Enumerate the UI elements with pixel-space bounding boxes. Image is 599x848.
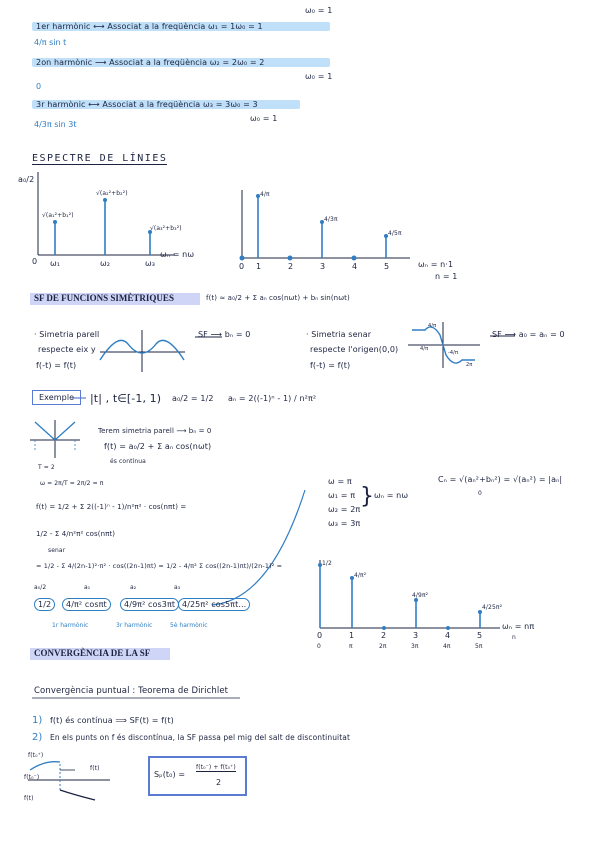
dirichlet-formula-box: [148, 756, 247, 796]
right-spectrum-lines: [258, 196, 386, 258]
odd-label-2: 4/π: [420, 346, 429, 352]
right-l3: 4/3π: [324, 216, 338, 223]
graph-label-0: f(t₀⁺): [28, 752, 44, 759]
example-even-note: Terem simetria parell ⟶ bₙ = 0: [98, 427, 212, 435]
right-tick-1: 1: [256, 262, 262, 271]
symmetric-formula: f(t) ≈ a₀/2 + Σ aₙ cos(nωt) + bₙ sin(nωt): [206, 294, 350, 302]
abs-graph: [30, 420, 80, 458]
formula-num: f(t₀⁻) + f(t₀⁺): [196, 764, 236, 771]
right-spectrum-dots: [240, 194, 389, 261]
term-under-3: 5è harmònic: [170, 622, 208, 629]
term-0: 1/2: [34, 598, 55, 611]
spectrum2-below-4: 4π: [443, 643, 451, 650]
odd-label-1: 4/π: [428, 323, 437, 329]
example-omega: ω = 2π/T = 2π/2 = π: [40, 480, 104, 487]
right-tick-2: 2: [288, 262, 294, 271]
spectrum2-axis-sub: n: [512, 634, 516, 641]
example-box: Exemple: [32, 390, 81, 405]
spectrum-tick-2: ω₂: [100, 259, 111, 268]
right-spectrum-axes: [242, 190, 410, 258]
formula-den: 2: [216, 778, 222, 787]
example-line-1: f(t) = 1/2 + Σ 2((-1)ⁿ - 1)/n²π² · cos(nπt) =: [36, 503, 187, 511]
even-result: SF ⟶ bₙ = 0: [198, 330, 251, 339]
spectrum2-below-1: π: [349, 643, 353, 650]
h2-note: ω₀ = 1: [305, 72, 333, 81]
right-axis-sub: n = 1: [435, 272, 458, 281]
spectrum2-dots: [318, 563, 482, 630]
example-period: T = 2: [38, 464, 55, 471]
term-under-2: 3r harmònic: [116, 622, 153, 629]
right-tick-5: 5: [384, 262, 390, 271]
omega-brace-label: ωₙ = nω: [374, 491, 409, 500]
right-tick-4: 4: [352, 262, 358, 271]
term-under-1: 1r harmònic: [52, 622, 89, 629]
spectrum2-l1: 4/π²: [354, 572, 367, 579]
cn-sub: 0: [478, 490, 482, 497]
graph-label-1: f(t₀⁻): [24, 774, 40, 781]
h1-top-note: ω₀ = 1: [305, 6, 333, 15]
even-graph: [100, 330, 185, 372]
even-text-2: respecte eix y: [38, 345, 96, 354]
spectrum2-l5: 4/25π²: [482, 604, 503, 611]
h3-term: 4/3π sin 3t: [34, 120, 77, 129]
spectrum-tick-1: ω₁: [50, 259, 61, 268]
convergence-subtitle: Convergència puntual : Teorema de Dirichlet: [34, 686, 229, 696]
h3-note: ω₀ = 1: [250, 114, 278, 123]
spectrum2-l3: 4/9π²: [412, 592, 429, 599]
spectrum2-y0: 1/2: [322, 560, 332, 567]
spectrum2-tick-1: 1: [349, 631, 355, 640]
right-tick-3: 3: [320, 262, 326, 271]
curve-arrow: [212, 490, 305, 605]
spectrum2-tick-2: 2: [381, 631, 387, 640]
item-2: En els punts on f és discontínua, la SF passa pel mig del salt de discontinuitat: [50, 733, 351, 742]
odd-text-1: · Simetria senar: [306, 330, 372, 339]
example-series-note: és contínua: [110, 458, 146, 465]
odd-text-2: respecte l'origen(0,0): [310, 345, 399, 354]
omega-3: ω₃ = 3π: [328, 519, 361, 528]
odd-result: SF ⟶ a₀ = aₙ = 0: [492, 330, 565, 339]
odd-label-4: 2π: [466, 362, 473, 368]
graph-label-2: f(t): [90, 765, 100, 772]
spectrum2-axes: [320, 560, 503, 628]
term-tag-0: a₀/2: [34, 584, 47, 591]
spectrum-tick-3: ω₃: [145, 259, 156, 268]
spectrum2-tick-4: 4: [445, 631, 451, 640]
spectrum2-lines: [320, 565, 480, 628]
spectrum2-tick-0: 0: [317, 631, 323, 640]
h2-label: 2on harmònic ⟶ Associat a la freqüència ω₂ = 2ω₀ = 2: [32, 58, 330, 67]
even-text-3: f(-t) = f(t): [36, 361, 77, 370]
omega-1: ω₁ = π: [328, 491, 356, 500]
item-1: f(t) és contínua ⟹ SF(t) = f(t): [50, 716, 174, 725]
spectrum-label-a3: √(a₃²+b₃²): [150, 225, 182, 232]
left-dot-1: [53, 220, 57, 224]
cn-formula: Cₙ = √(aₙ²+bₙ²) = √(aₙ²) = |aₙ|: [438, 475, 563, 484]
odd-text-3: f(-t) = f(t): [310, 361, 351, 370]
right-l5: 4/5π: [388, 230, 402, 237]
example-a0: a₀/2 = 1/2: [172, 394, 214, 403]
spectrum-title: ESPECTRE DE LÍNIES: [32, 153, 168, 164]
even-text-1: · Simetria parell: [34, 330, 100, 339]
right-axis-label: ωₙ = n·1: [418, 260, 454, 269]
omega-brace: }: [360, 484, 375, 509]
term-tag-1: a₁: [84, 584, 91, 591]
term-3: 4/25π² cos5πt...: [178, 598, 250, 611]
spectrum2-axis: ωₙ = nπ: [502, 622, 535, 631]
h1-term: 4/π sin t: [34, 38, 67, 47]
spectrum2-tick-3: 3: [413, 631, 419, 640]
spectrum2-below-2: 2π: [379, 643, 387, 650]
item-2-num: 2): [32, 732, 43, 743]
example-line-2: 1/2 - Σ 4/n²π² cos(nπt): [36, 530, 116, 538]
term-tag-3: a₃: [174, 584, 181, 591]
example-an: aₙ = 2((-1)ⁿ - 1) / n²π²: [228, 394, 317, 403]
symmetric-title: SF DE FUNCIONS SIMÈTRIQUES: [34, 293, 174, 303]
spectrum2-below-5: 5π: [475, 643, 483, 650]
item-1-num: 1): [32, 715, 43, 726]
h3-label: 3r harmònic ⟷ Associat a la freqüència ω₃ = 3ω₀ = 3: [32, 100, 300, 109]
spectrum-axis-y: a₀/2: [18, 175, 35, 184]
term-1: 4/π² cosπt: [62, 598, 111, 611]
omega-0: ω = π: [328, 477, 352, 486]
left-spectrum-lines: [55, 200, 150, 255]
example-function: |t| , t∈[-1, 1): [90, 392, 162, 405]
example-line-2-note: senar: [48, 547, 66, 554]
spectrum-x-axis-label: ωₙ = nω: [160, 250, 195, 259]
spectrum2-below-0: 0: [317, 643, 321, 650]
h2-term: 0: [36, 82, 42, 91]
spectrum2-below-3: 3π: [411, 643, 419, 650]
odd-label-3: -4/π: [448, 350, 459, 356]
left-dot-2: [103, 198, 107, 202]
spectrum-tick-0: 0: [32, 257, 38, 266]
h1-label: 1er harmònic ⟷ Associat a la freqüència ω₁ = 1ω₀ = 1: [32, 22, 330, 31]
graph-label-3: f(t): [24, 795, 34, 802]
example-series: f(t) = a₀/2 + Σ aₙ cos(nωt): [104, 442, 212, 451]
term-tag-2: a₂: [130, 584, 137, 591]
formula-left: Sₚ(t₀) =: [154, 770, 186, 779]
omega-2: ω₂ = 2π: [328, 505, 361, 514]
term-2: 4/9π² cos3πt: [120, 598, 179, 611]
spectrum-label-a1: √(a₁²+b₁²): [42, 212, 74, 219]
spectrum-label-a2: √(a₂²+b₂²): [96, 190, 128, 197]
right-tick-0: 0: [239, 262, 245, 271]
spectrum2-tick-5: 5: [477, 631, 483, 640]
example-line-3: = 1/2 - Σ 4/(2n-1)²·π² · cos((2n-1)πt) = 1/2 - 4/π² Σ cos((2n-1)πt)/(2n-1)² =: [36, 562, 283, 570]
right-l1: 4/π: [260, 191, 270, 198]
convergence-title: CONVERGÈNCIA DE LA SF: [34, 648, 151, 658]
